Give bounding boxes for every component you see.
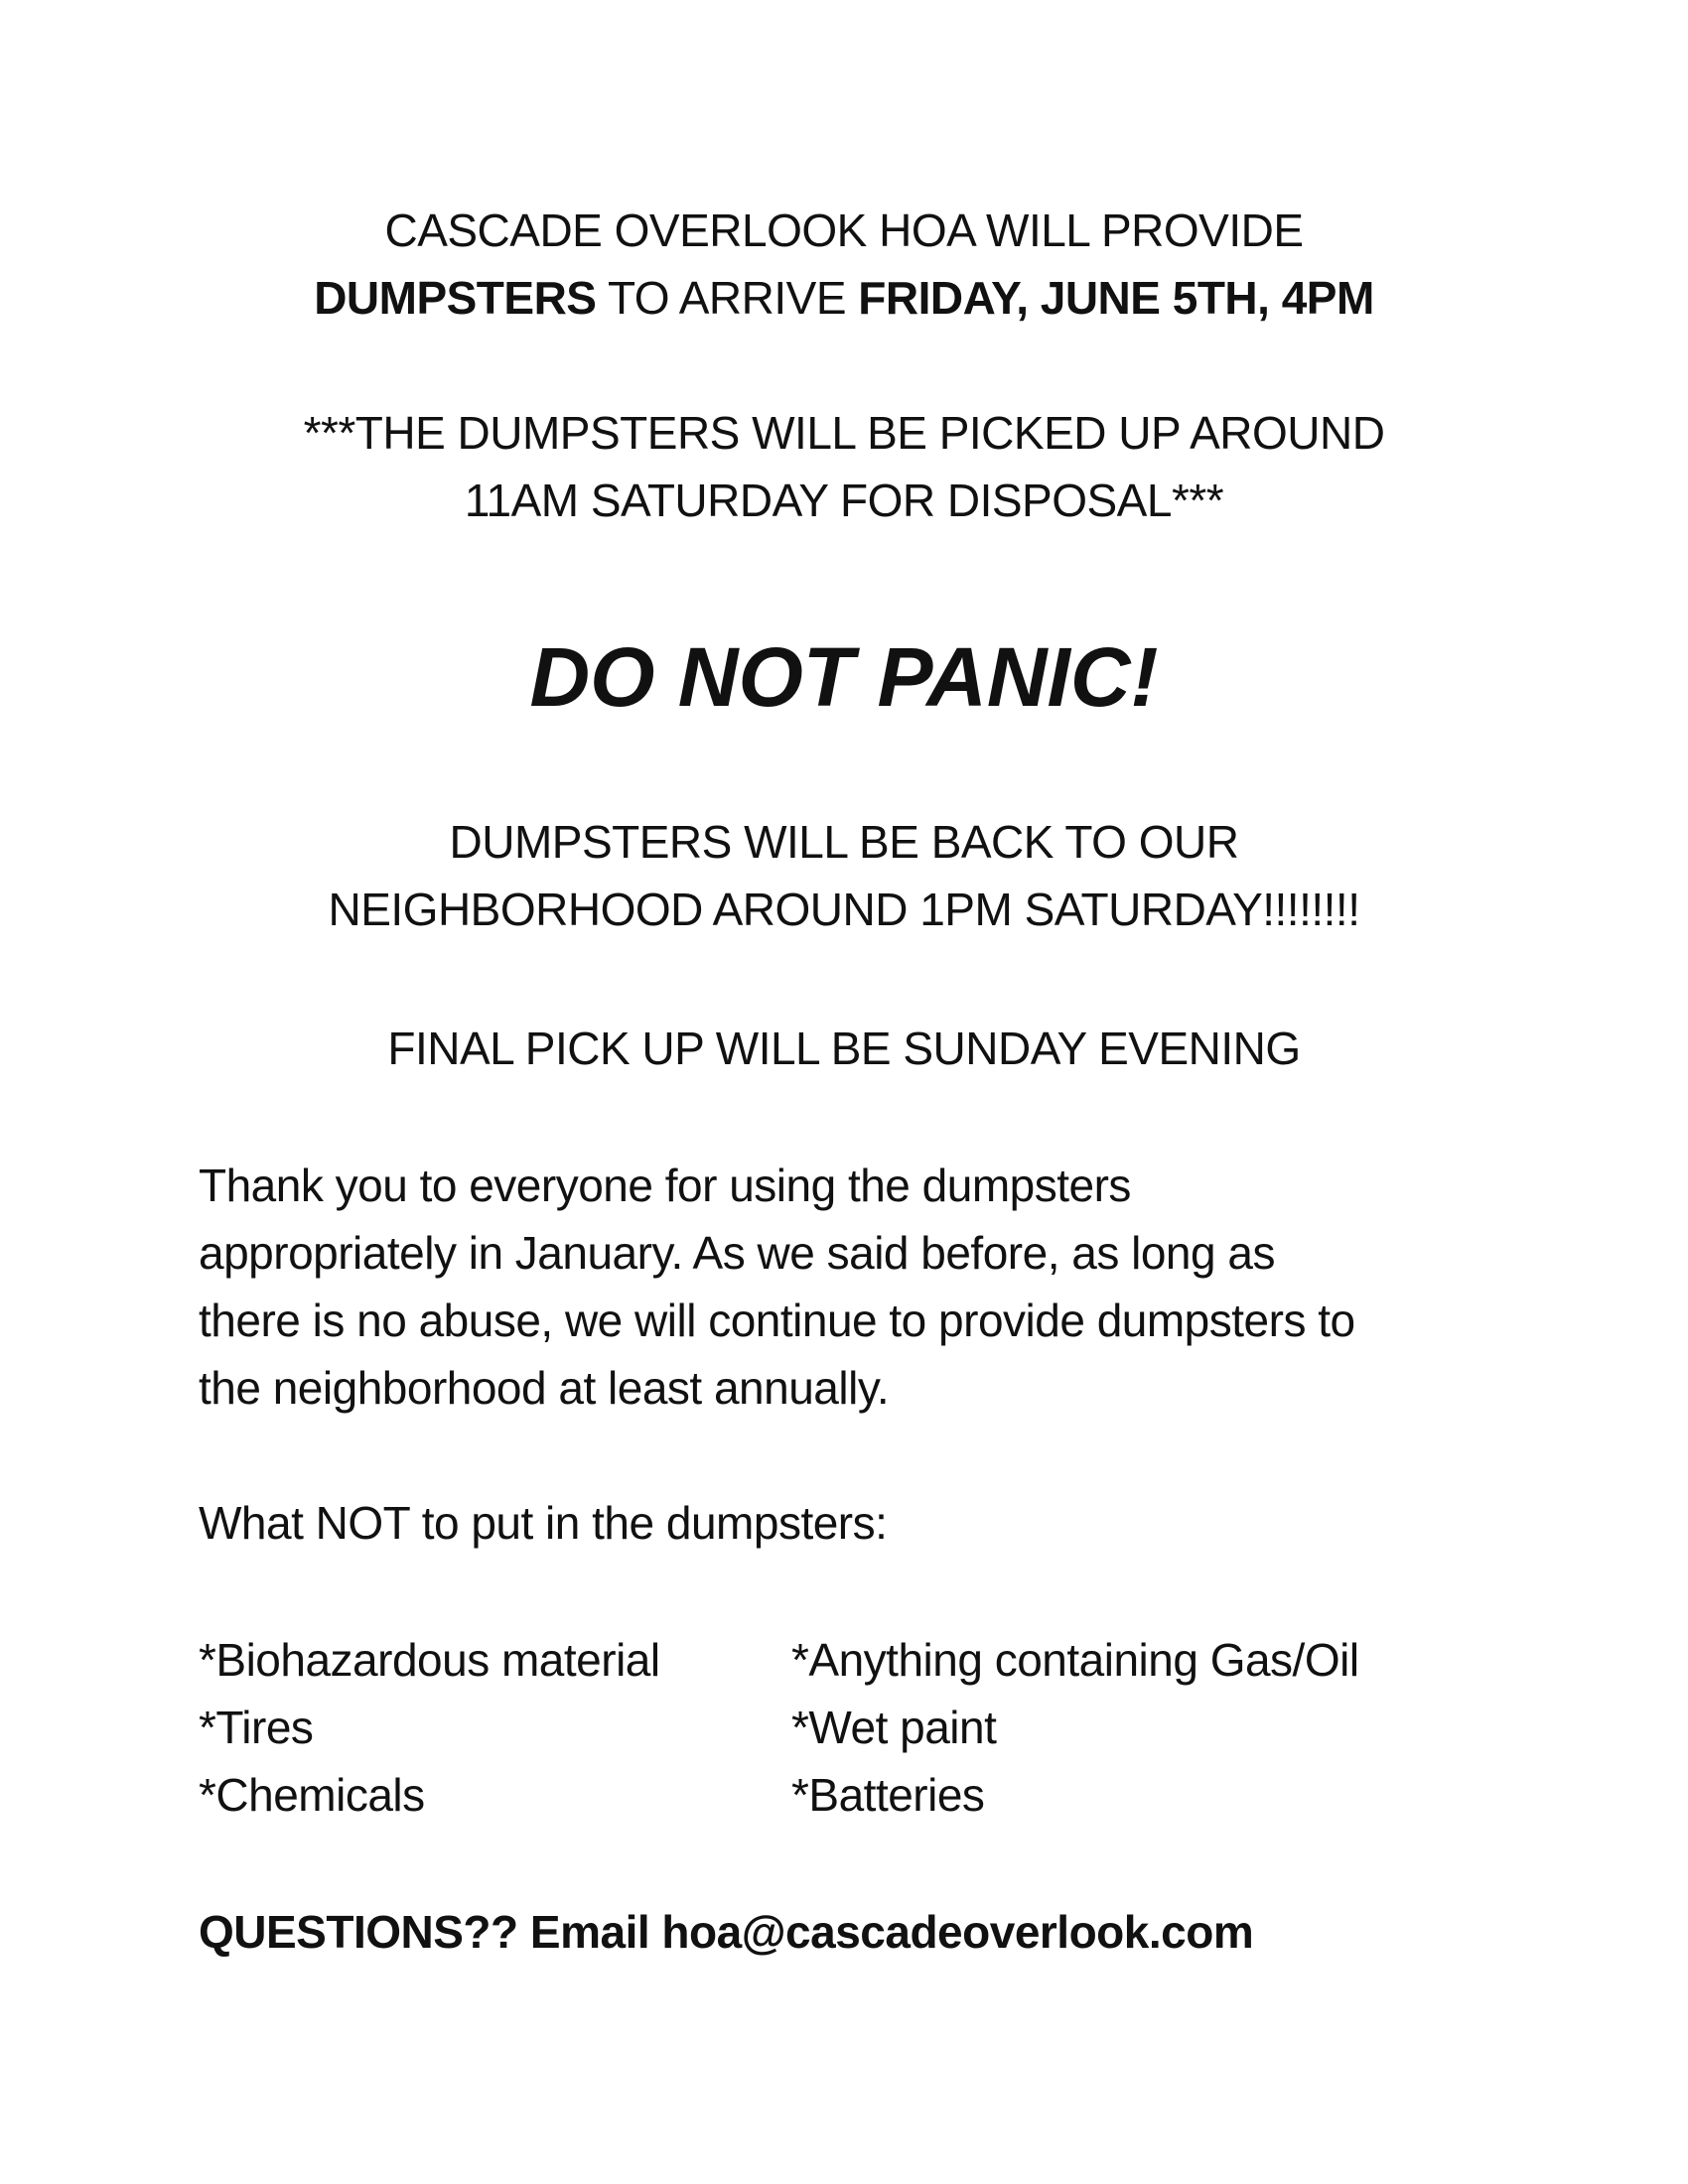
provide-line-1: CASCADE OVERLOOK HOA WILL PROVIDE: [384, 205, 1304, 256]
final-text: FINAL PICK UP WILL BE SUNDAY EVENING: [387, 1023, 1301, 1074]
prohibited-items-heading: [199, 1489, 1529, 1557]
thanks-line: appropriately in January. As we said before, as long as: [199, 1227, 1275, 1279]
provide-line-2: [0, 264, 1688, 332]
thank-you-paragraph: [199, 1152, 1529, 1422]
thanks-line: there is no abuse, we will continue to provide dumpsters to: [199, 1295, 1355, 1346]
list-item: *Wet paint: [791, 1702, 997, 1753]
list-item-row: [199, 1626, 1529, 1694]
do-not-panic-heading: [0, 627, 1688, 727]
list-item: *Tires: [199, 1702, 314, 1753]
panic-text: DO NOT PANIC!: [529, 630, 1159, 724]
list-item-row: [199, 1694, 1529, 1761]
back-line-2: NEIGHBORHOOD AROUND 1PM SATURDAY!!!!!!!!: [328, 884, 1360, 935]
dumpsters-emphasis: DUMPSTERS: [314, 272, 597, 324]
questions-text: QUESTIONS?? Email hoa@cascadeoverlook.com: [199, 1906, 1254, 1958]
final-pickup-notice: [0, 1015, 1688, 1082]
list-item: *Anything containing Gas/Oil: [791, 1634, 1359, 1686]
arrival-date-emphasis: FRIDAY, JUNE 5TH, 4PM: [858, 272, 1374, 324]
thanks-line: the neighborhood at least annually.: [199, 1362, 890, 1414]
pickup-line-2: 11AM SATURDAY FOR DISPOSAL***: [464, 475, 1224, 526]
list-item: *Biohazardous material: [199, 1634, 660, 1686]
pickup-line-1: ***THE DUMPSTERS WILL BE PICKED UP AROUND: [303, 407, 1385, 459]
provide-announcement: [0, 197, 1688, 332]
what-not-text: What NOT to put in the dumpsters:: [199, 1497, 888, 1549]
prohibited-items-list: [199, 1626, 1529, 1829]
arrive-text: TO ARRIVE: [596, 272, 859, 324]
back-line-1: DUMPSTERS WILL BE BACK TO OUR: [449, 816, 1239, 868]
list-item: *Batteries: [791, 1769, 985, 1821]
thanks-line: Thank you to everyone for using the dumpsters: [199, 1160, 1131, 1211]
return-notice: [0, 808, 1688, 943]
list-item-row: [199, 1761, 1529, 1829]
questions-contact: [199, 1898, 1529, 1966]
pickup-notice: [0, 399, 1688, 534]
list-item: *Chemicals: [199, 1769, 425, 1821]
